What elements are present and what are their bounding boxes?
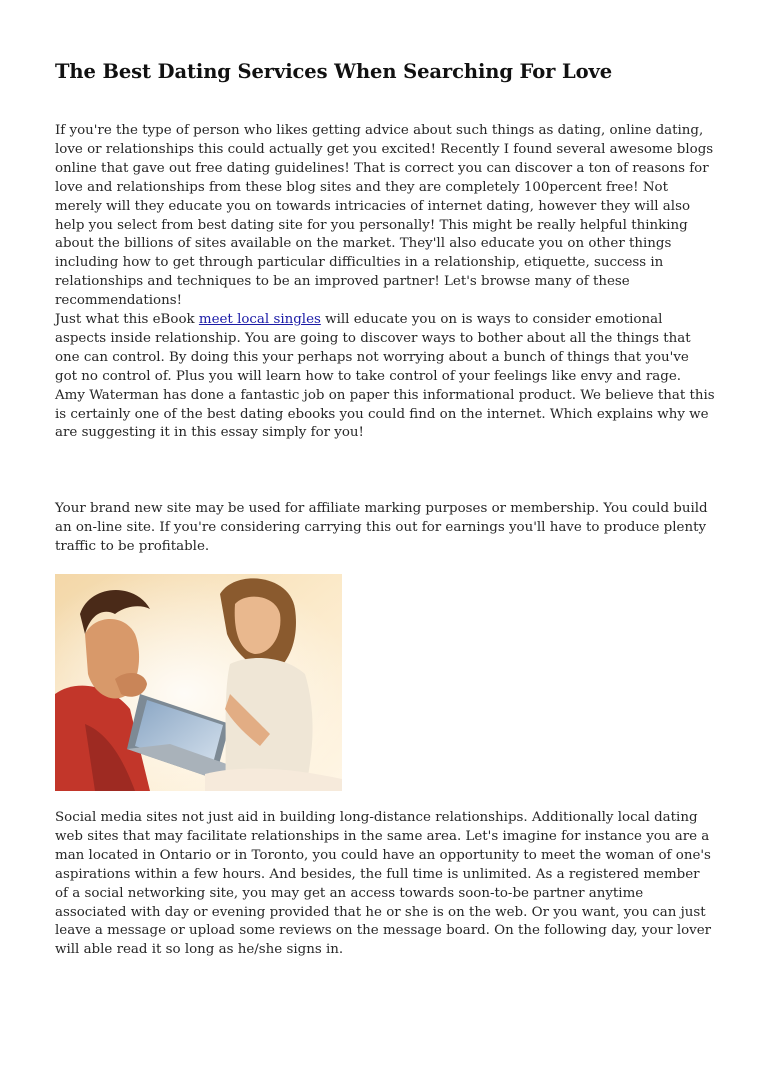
paragraph-intro: If you're the type of person who likes getting advice about such things as dating, online dating, love or relationships this could actually get you excited! Recently I found several awesome blogs online that gave out free dating guidelines! That is correct you can discover a ton of reasons for love and relationships from these blog sites and they are completely 100percent free! Not merely will they educate you on towards intricacies of internet dating, however they will also help you select from best dating site for you personally! This might be really helpful thinking about the billions of sites available on the market. They'll also educate you on other things including how to get through particular difficulties in a relationship, etiquette, success in relationships and techniques to be an improved partner! Let's browse many of these recommendations! — [55, 123, 714, 309]
paragraph-ebook-before: Just what this eBook — [55, 312, 199, 327]
paragraph-site: Your brand new site may be used for affiliate marking purposes or membership. You could build an on-line site. If you're considering carrying this out for earnings you'll have to produce plenty traffic to be profitable. — [55, 501, 708, 554]
paragraph-ebook-after: will educate you on is ways to consider emotional aspects inside relationship. You are going to discover ways to bother about all the things that one can control. By doing this your perhaps not worrying about a bunch of things that you've got no control of. Plus you will learn how to take control of your feelings like envy and rage. Amy Waterman has done a fantastic job on paper this informational product. We believe that this is certainly one of the best dating ebooks you could find on the internet. Which explains why we are suggesting it in this essay simply for you! — [55, 312, 715, 441]
paragraph-ebook — [55, 311, 715, 443]
paragraph-social: Social media sites not just aid in building long-distance relationships. Additionally local dating web sites that may facilitate relationships in the same area. Let's imagine for instance you are a man located in Ontario or in Toronto, you could have an opportunity to meet the woman of one's aspirations within a few hours. And besides, the full time is unlimited. As a registered member of a social networking site, you may get an access towards soon-to-be partner anytime associated with day or evening provided that he or she is on the web. Or you want, you can just leave a message or upload some reviews on the message board. On the following day, your lover will able read it so long as he/she signs in. — [55, 810, 712, 958]
couple-laptop-photo — [55, 574, 342, 791]
meet-local-singles-link[interactable]: meet local singles — [198, 312, 321, 327]
page-title: The Best Dating Services When Searching For Love — [55, 60, 613, 83]
